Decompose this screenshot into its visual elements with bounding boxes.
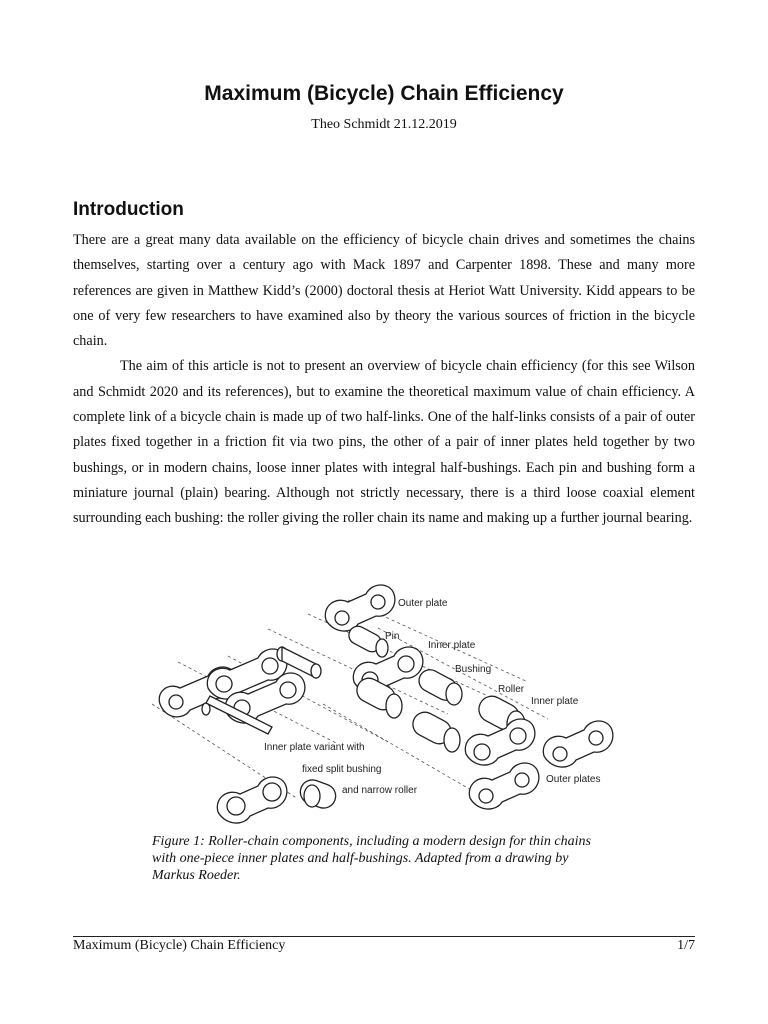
roller-chain-diagram (148, 584, 618, 824)
paragraph-2: The aim of this article is not to present an overview of bicycle chain efficiency (for this see Wilson and Schmidt 2020 and its references), but to examine the theoretical maximum value of chain efficiency. A complete link of a bicycle chain is made up of two half-links. One of the half-links consists of a pair of outer plates fixed together in a friction fit via two pins, the other of a pair of inner plates held together by two bushings, or in modern chains, loose inner plates with integral half-bushings. Each pin and bushing form a miniature journal (plain) bearing. Although not strictly necessary, there is a third loose coaxial element surrounding each bushing: the roller giving the roller chain its name and making up a further journal bearing. (73, 358, 695, 527)
figure-caption: Figure 1: Roller-chain components, including a modern design for thin chains with one-piece inner plates and half-bushings. Adapted from a drawing by Markus Roeder. (152, 834, 591, 883)
document-title: Maximum (Bicycle) Chain Efficiency (204, 82, 564, 105)
label-inner-plate-top: Inner plate (428, 640, 476, 651)
label-bushing: Bushing (455, 664, 492, 675)
label-variant-line3: and narrow roller (342, 785, 418, 796)
footer-title: Maximum (Bicycle) Chain Efficiency (73, 938, 286, 953)
label-variant-line1: Inner plate variant with (264, 742, 365, 753)
label-pin: Pin (385, 631, 400, 642)
paragraph-1: There are a great many data available on the efficiency of bicycle chain drives and sometimes the chains themselves, starting over a century ago with Mack 1897 and Carpenter 1898. These and many more references are given in Matthew Kidd’s (2000) doctoral thesis at Heriot Watt University. Kidd appears to be one of very few researchers to have examined also by theory the various sources of friction in the bicycle chain. (73, 232, 695, 350)
label-outer-plates: Outer plates (546, 774, 601, 785)
label-inner-plate-right: Inner plate (531, 696, 579, 707)
author-date-line: Theo Schmidt 21.12.2019 (311, 117, 457, 132)
page-number: 1/7 (677, 938, 695, 953)
label-outer-plate: Outer plate (398, 598, 448, 609)
label-roller: Roller (498, 684, 525, 695)
section-heading: Introduction (73, 199, 184, 220)
footer-divider (73, 936, 695, 937)
body-text (73, 228, 695, 532)
label-variant-line2: fixed split bushing (302, 764, 382, 775)
